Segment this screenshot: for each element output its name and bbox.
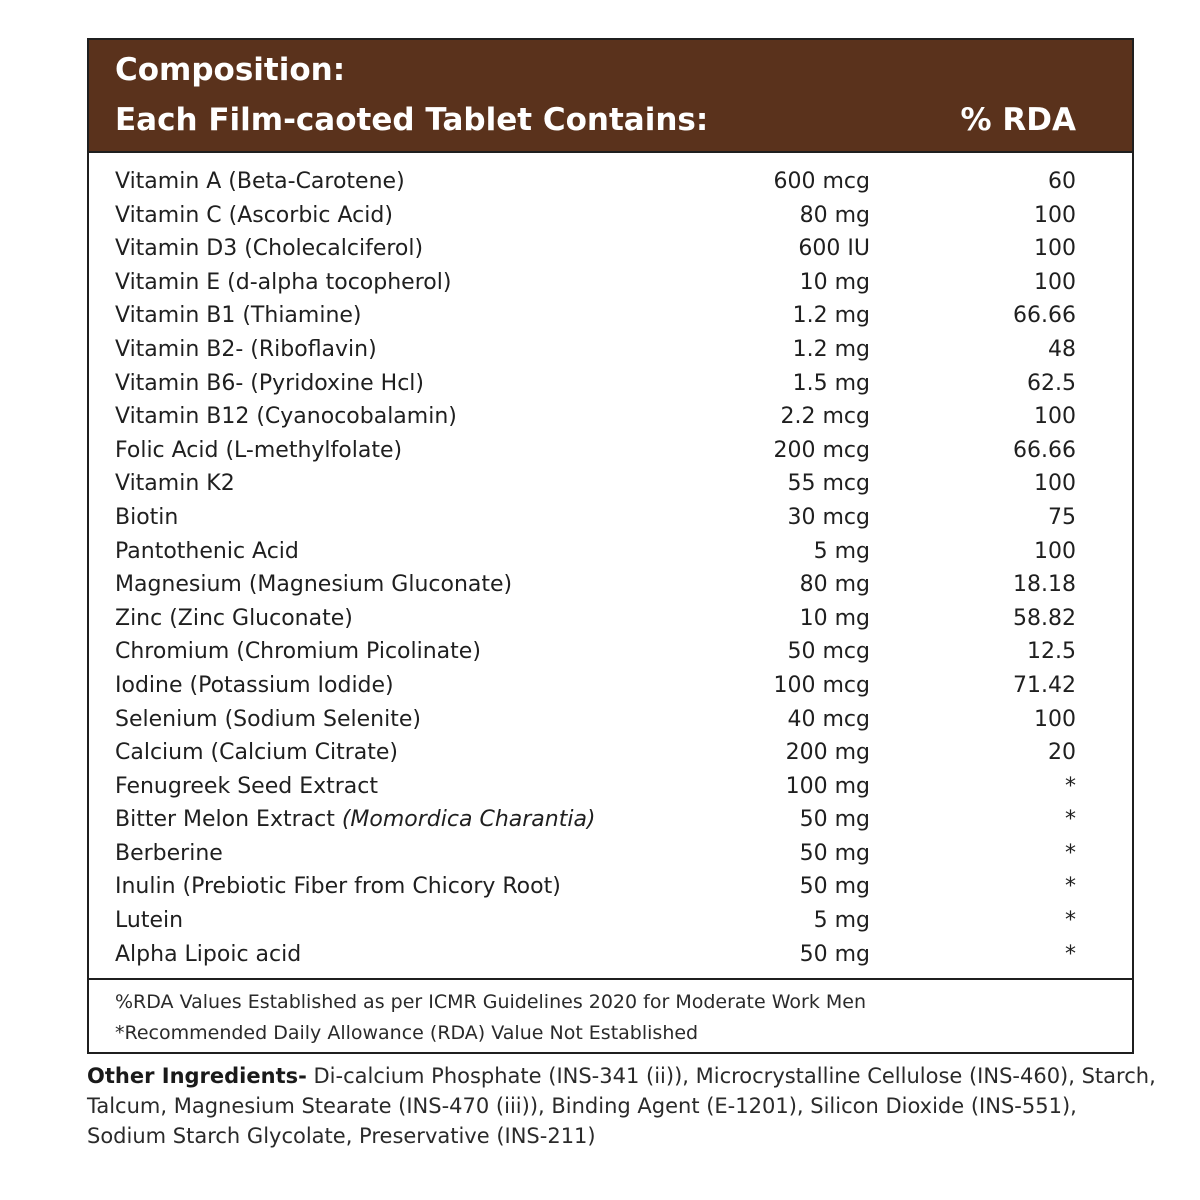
rda-not-established-note: *Recommended Daily Allowance (RDA) Value Not Established [115,1022,699,1044]
table-row [89,367,1132,401]
nutrient-name [115,299,362,333]
table-row [89,736,1132,770]
nutrient-rda: 100 [1034,236,1076,262]
nutrient-name [115,467,235,501]
table-row [89,669,1132,703]
nutrient-botanical-name: (Momordica Charantia) [341,807,596,833]
table-row [89,333,1132,367]
nutrient-name [115,770,378,804]
composition-panel [87,38,1134,1054]
nutrient-amount: 200 mg [785,740,870,766]
composition-title: Composition: [115,52,346,88]
nutrient-name-text: Alpha Lipoic acid [115,941,302,967]
nutrient-name-text: Bitter Melon Extract [115,807,342,833]
divider [89,978,1132,980]
nutrient-name [115,635,481,669]
nutrient-name-text: Chromium (Chromium Picolinate) [115,639,481,665]
nutrient-name-text: Folic Acid (L-methylfolate) [115,437,403,463]
nutrient-amount: 600 IU [798,236,870,262]
nutrient-amount: 30 mcg [787,504,870,530]
nutrient-rda: 58.82 [1013,605,1076,631]
nutrient-name [115,568,512,602]
table-row [89,568,1132,602]
table-row [89,232,1132,266]
nutrient-name-text: Pantothenic Acid [115,538,299,564]
nutrient-rda: * [1065,807,1076,833]
table-row [89,501,1132,535]
other-ingredients [87,1061,1157,1151]
nutrient-name [115,904,183,938]
nutrient-table [89,165,1132,971]
nutrient-name [115,669,394,703]
nutrient-name [115,938,301,972]
table-row [89,199,1132,233]
nutrient-rda: 75 [1048,504,1076,530]
nutrient-amount: 5 mg [813,908,870,934]
nutrient-amount: 55 mcg [787,471,870,497]
nutrient-name [115,266,451,300]
nutrient-name-text: Vitamin B2- (Riboflavin) [115,336,377,362]
nutrient-name-text: Iodine (Potassium Iodide) [115,672,394,698]
nutrient-rda: * [1065,941,1076,967]
nutrient-rda: 100 [1034,202,1076,228]
table-row [89,635,1132,669]
nutrient-amount: 50 mcg [787,639,870,665]
nutrient-rda: * [1065,773,1076,799]
nutrient-name-text: Vitamin B6- (Pyridoxine Hcl) [115,370,424,396]
nutrient-rda: * [1065,840,1076,866]
nutrient-rda: 12.5 [1027,639,1076,665]
rda-source-note: %RDA Values Established as per ICMR Guidelines 2020 for Moderate Work Men [115,991,866,1013]
nutrient-name-text: Lutein [115,908,184,934]
nutrient-rda: 100 [1034,269,1076,295]
nutrient-name [115,803,596,837]
nutrient-amount: 50 mg [799,874,870,900]
nutrient-amount: 80 mg [799,572,870,598]
nutrient-name-text: Berberine [115,840,223,866]
nutrient-name [115,367,424,401]
nutrient-name-text: Biotin [115,504,179,530]
nutrient-name [115,870,561,904]
nutrient-rda: 60 [1048,169,1076,194]
nutrient-name-text: Vitamin D3 (Cholecalciferol) [115,236,424,262]
nutrient-name-text: Vitamin E (d-alpha tocopherol) [115,269,452,295]
nutrient-rda: 66.66 [1013,303,1076,329]
tablet-contains-heading: Each Film-caoted Tablet Contains: [115,102,709,138]
nutrient-name-text: Magnesium (Magnesium Gluconate) [115,572,513,598]
nutrient-name-text: Vitamin C (Ascorbic Acid) [115,202,393,228]
nutrient-name [115,199,393,233]
table-row [89,837,1132,871]
table-row [89,770,1132,804]
nutrient-name-text: Selenium (Sodium Selenite) [115,706,421,732]
table-row [89,938,1132,972]
table-row [89,535,1132,569]
nutrient-name-text: Zinc (Zinc Gluconate) [115,605,353,631]
nutrient-amount: 10 mg [799,605,870,631]
nutrient-amount: 80 mg [799,202,870,228]
nutrient-name-text: Fenugreek Seed Extract [115,773,378,799]
nutrient-amount: 5 mg [813,538,870,564]
table-row [89,299,1132,333]
nutrient-name-text: Calcium (Calcium Citrate) [115,740,399,766]
table-row [89,400,1132,434]
table-row [89,266,1132,300]
nutrient-rda: 20 [1048,740,1076,766]
nutrient-name [115,736,398,770]
table-row [89,602,1132,636]
nutrient-name [115,434,402,468]
nutrient-name-text: Vitamin B1 (Thiamine) [115,303,362,329]
table-row [89,870,1132,904]
nutrient-name [115,165,405,199]
nutrient-name [115,333,377,367]
nutrient-rda: 100 [1034,471,1076,497]
nutrient-name-text: Inulin (Prebiotic Fiber from Chicory Root) [115,874,561,900]
table-row [89,165,1132,199]
nutrient-rda: 71.42 [1013,672,1076,698]
table-row [89,904,1132,938]
nutrient-name-text: Vitamin K2 [115,471,235,497]
nutrient-amount: 2.2 mcg [780,404,870,430]
nutrient-name-text: Vitamin B12 (Cyanocobalamin) [115,404,457,430]
nutrient-name-text: Vitamin A (Beta-Carotene) [115,169,405,194]
nutrient-amount: 50 mg [799,840,870,866]
table-row [89,434,1132,468]
rda-column-heading: % RDA [960,102,1076,138]
nutrient-amount: 50 mg [799,941,870,967]
nutrient-name [115,232,423,266]
other-ingredients-text: Di-calcium Phosphate (INS-341 (ii)), Microcrystalline Cellulose (INS-460), Starch, Talcum, Magnesium Stearate (INS-470 (iii)), Binding Agent (E-1201), Silicon Dioxide (INS-551), Sodium Starch Glycolate, Preservative (INS-211) [87,1064,1156,1148]
nutrient-amount: 10 mg [799,269,870,295]
nutrient-name [115,535,299,569]
nutrient-rda: 66.66 [1013,437,1076,463]
other-ingredients-label: Other Ingredients- [87,1064,307,1088]
nutrient-name [115,837,223,871]
nutrient-amount: 100 mcg [773,672,870,698]
nutrient-amount: 1.5 mg [792,370,870,396]
nutrient-rda: 18.18 [1013,572,1076,598]
nutrient-rda: 100 [1034,706,1076,732]
nutrient-name [115,602,353,636]
nutrient-rda: * [1065,908,1076,934]
nutrient-rda: * [1065,874,1076,900]
table-row [89,467,1132,501]
table-row [89,803,1132,837]
nutrient-name [115,400,457,434]
nutrient-amount: 200 mcg [773,437,870,463]
nutrient-amount: 1.2 mg [792,336,870,362]
nutrient-name [115,703,421,737]
composition-header [89,40,1132,153]
footnotes [115,987,866,1049]
nutrient-rda: 100 [1034,538,1076,564]
nutrient-rda: 48 [1048,336,1076,362]
nutrient-name [115,501,178,535]
nutrient-amount: 100 mg [785,773,870,799]
nutrient-amount: 50 mg [799,807,870,833]
nutrient-amount: 40 mcg [787,706,870,732]
nutrient-rda: 62.5 [1027,370,1076,396]
table-row [89,703,1132,737]
nutrient-amount: 1.2 mg [792,303,870,329]
nutrient-rda: 100 [1034,404,1076,430]
nutrient-amount: 600 mcg [773,169,870,194]
